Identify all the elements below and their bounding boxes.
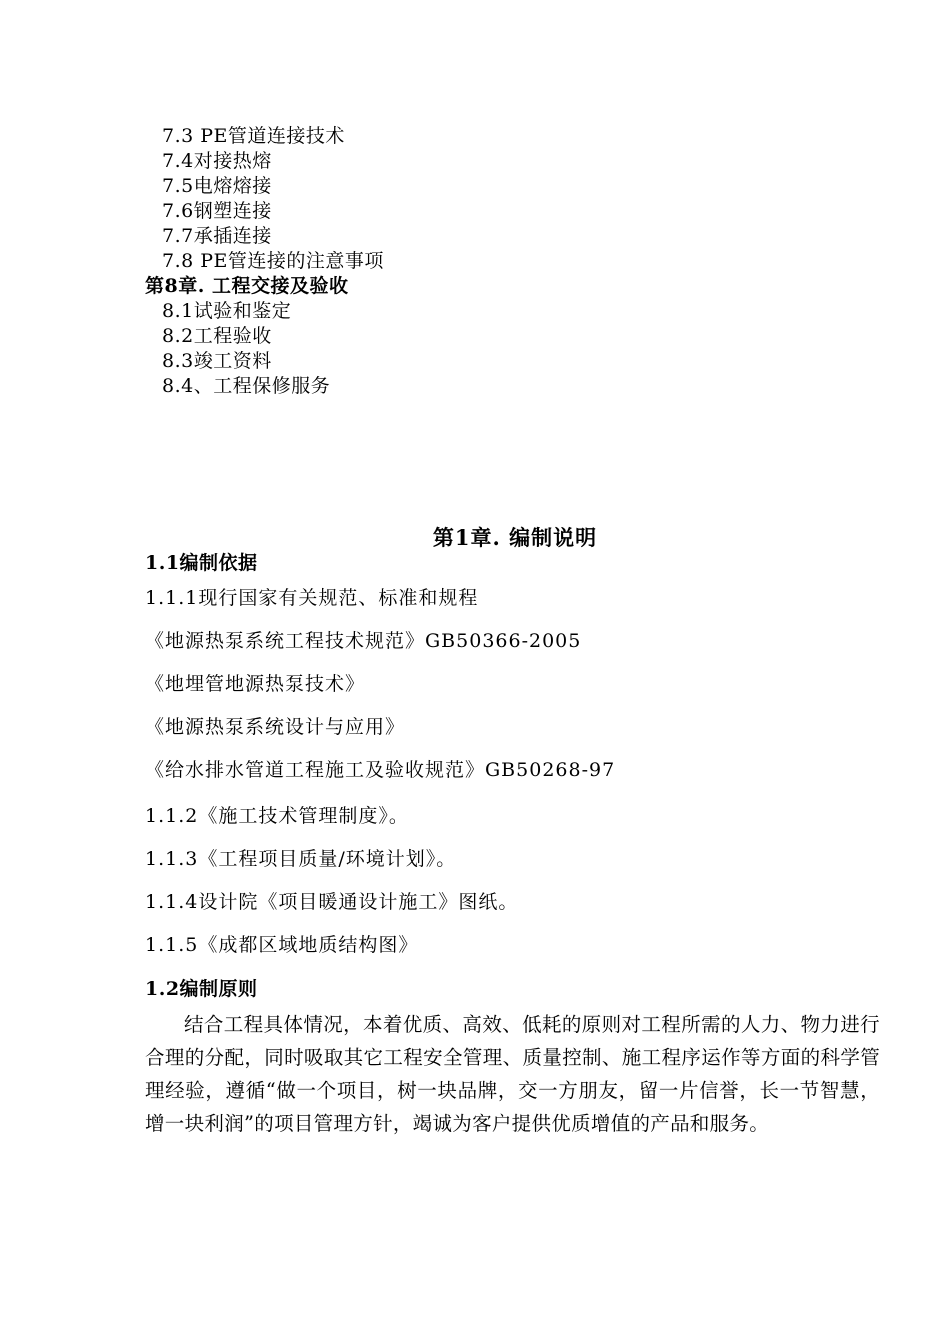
toc-item-8-2: 8.2工程验收	[162, 325, 272, 347]
toc-chapter-8: 第8章. 工程交接及验收	[145, 275, 349, 297]
basis-line: 1.1.4设计院《项目暖通设计施工》图纸。	[145, 891, 519, 913]
toc-item-7-7: 7.7承插连接	[162, 225, 272, 247]
section-heading-1-2: 1.2编制原则	[145, 978, 258, 1000]
basis-line: 1.1.5《成都区域地质结构图》	[145, 934, 419, 956]
basis-line: 1.1.2《施工技术管理制度》。	[145, 805, 409, 827]
basis-line: 1.1.3《工程项目质量/环境计划》。	[145, 848, 457, 870]
toc-item-7-6: 7.6钢塑连接	[162, 200, 272, 222]
section-heading-1-1: 1.1编制依据	[145, 552, 258, 574]
principle-paragraph: 结合工程具体情况，本着优质、高效、低耗的原则对工程所需的人力、物力进行合理的分配，同时吸取其它工程安全管理、质量控制、施工程序运作等方面的科学管理经验，遵循“做一个项目，树一块品牌，交一方朋友，留一片信誉，长一节智慧，增一块利润”的项目管理方针，竭诚为客户提供优质增值的产品和服务。	[145, 1013, 880, 1135]
toc-item-7-8: 7.8 PE管连接的注意事项	[162, 250, 384, 272]
toc-item-8-4: 8.4、工程保修服务	[162, 375, 331, 397]
toc-item-8-1: 8.1试验和鉴定	[162, 300, 292, 322]
chapter-title: 第1章. 编制说明	[432, 525, 598, 550]
toc-item-7-5: 7.5电熔熔接	[162, 175, 272, 197]
toc-item-7-4: 7.4对接热熔	[162, 150, 272, 172]
basis-line: 《地源热泵系统设计与应用》	[145, 716, 406, 738]
basis-line: 《地埋管地源热泵技术》	[145, 673, 366, 695]
basis-line: 1.1.1现行国家有关规范、标准和规程	[145, 587, 479, 609]
basis-line: 《给水排水管道工程施工及验收规范》GB50268-97	[145, 759, 616, 781]
basis-line: 《地源热泵系统工程技术规范》GB50366-2005	[145, 630, 582, 652]
toc-item-7-3: 7.3 PE管道连接技术	[162, 125, 345, 147]
toc-item-8-3: 8.3竣工资料	[162, 350, 272, 372]
